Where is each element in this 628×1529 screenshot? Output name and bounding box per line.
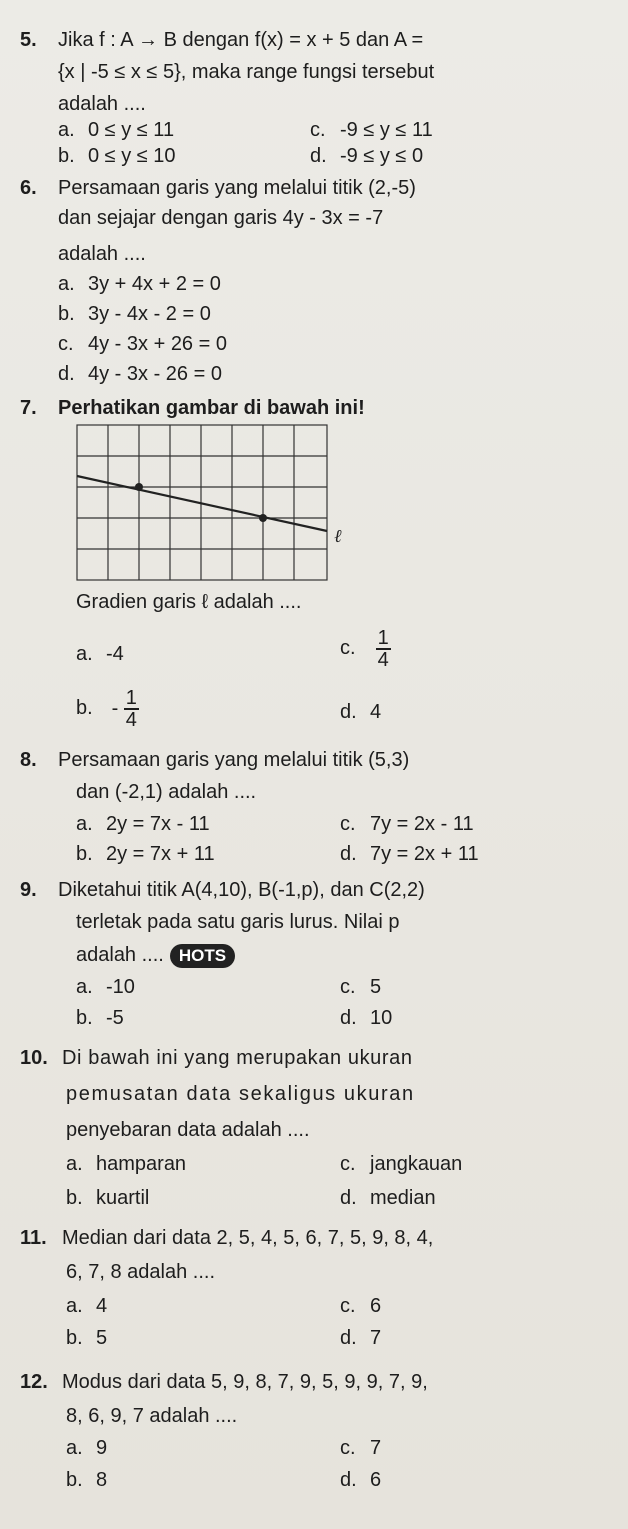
option-letter: c. <box>340 1153 356 1175</box>
question-text: dan sejajar dengan garis 4y - 3x = -7 <box>58 207 384 229</box>
fraction <box>376 628 391 670</box>
option-c[interactable] <box>340 628 391 670</box>
option-text: 10 <box>370 1007 393 1029</box>
option-text: 6 <box>370 1295 382 1317</box>
option-d[interactable] <box>340 1468 381 1492</box>
option-text: -5 <box>106 1007 124 1029</box>
option-text: 0 ≤ y ≤ 11 <box>88 119 175 141</box>
option-text: 4 <box>96 1295 108 1317</box>
option-text: jangkauan <box>370 1153 463 1175</box>
option-text: 4 <box>370 701 382 723</box>
option-letter: c. <box>340 813 356 835</box>
question-line <box>76 943 235 968</box>
option-text: hamparan <box>96 1153 187 1175</box>
option-letter: d. <box>340 701 357 723</box>
option-letter: a. <box>76 813 93 835</box>
option-a[interactable] <box>58 272 221 296</box>
option-letter: a. <box>76 976 93 998</box>
line-l <box>77 476 327 531</box>
option-text: -9 ≤ y ≤ 0 <box>340 145 424 167</box>
question-text: dan (-2,1) adalah .... <box>76 781 257 803</box>
question-text: Gradien garis ℓ adalah .... <box>76 591 302 613</box>
option-c[interactable] <box>310 118 433 142</box>
option-text: 7 <box>370 1327 382 1349</box>
question-text: Diketahui titik A(4,10), B(-1,p), dan C(2,2) <box>58 879 425 901</box>
question-number: 7. <box>20 397 37 419</box>
option-b[interactable] <box>76 688 139 730</box>
question-text: penyebaran data adalah .... <box>66 1119 310 1141</box>
option-letter: d. <box>340 1007 357 1029</box>
option-text: 5 <box>370 976 382 998</box>
point-2 <box>259 514 267 522</box>
option-a[interactable] <box>66 1294 107 1318</box>
option-text: -10 <box>106 976 135 998</box>
option-c[interactable] <box>340 1436 381 1460</box>
option-b[interactable] <box>76 842 215 866</box>
question-number: 9. <box>20 879 37 901</box>
option-letter: a. <box>58 119 75 141</box>
option-letter: c. <box>58 333 74 355</box>
option-letter: a. <box>66 1295 83 1317</box>
option-letter: b. <box>66 1187 83 1209</box>
option-letter: a. <box>76 643 93 665</box>
question-text: Persamaan garis yang melalui titik (2,-5) <box>58 177 416 199</box>
option-letter: a. <box>66 1153 83 1175</box>
line-label: ℓ <box>334 526 342 546</box>
option-b[interactable] <box>58 144 176 168</box>
option-text: median <box>370 1187 436 1209</box>
option-a[interactable] <box>76 975 135 999</box>
option-b[interactable] <box>66 1186 149 1210</box>
question-text: Perhatikan gambar di bawah ini! <box>58 397 365 419</box>
fraction-denominator: 4 <box>125 709 137 731</box>
option-d[interactable] <box>340 1186 436 1210</box>
option-letter: b. <box>76 843 93 865</box>
option-letter: d. <box>340 1187 357 1209</box>
hots-badge: HOTS <box>170 944 235 968</box>
option-letter: b. <box>58 303 75 325</box>
option-d[interactable] <box>310 144 423 168</box>
option-text: 7 <box>370 1437 382 1459</box>
option-text: 5 <box>96 1327 108 1349</box>
question-number: 11. <box>20 1227 47 1249</box>
option-letter: d. <box>58 363 75 385</box>
option-letter: c. <box>340 1437 356 1459</box>
point-1 <box>135 483 143 491</box>
option-letter: b. <box>58 145 75 167</box>
fraction-denominator: 4 <box>377 649 389 671</box>
question-number: 12. <box>20 1371 48 1393</box>
option-letter: d. <box>310 145 327 167</box>
option-c[interactable] <box>340 975 381 999</box>
option-letter: a. <box>66 1437 83 1459</box>
option-d[interactable] <box>340 842 479 866</box>
question-number: 6. <box>20 177 37 199</box>
option-a[interactable] <box>76 812 210 836</box>
question-number: 5. <box>20 29 37 51</box>
option-d[interactable] <box>340 1326 381 1350</box>
option-text: 2y = 7x + 11 <box>106 843 215 865</box>
question-text: 6, 7, 8 adalah .... <box>66 1261 215 1283</box>
option-b[interactable] <box>58 302 211 326</box>
question-text: 8, 6, 9, 7 adalah .... <box>66 1405 238 1427</box>
option-letter: b. <box>76 697 93 720</box>
option-text: 7y = 2x - 11 <box>370 813 474 835</box>
option-d[interactable] <box>340 700 381 724</box>
fraction-numerator: 1 <box>377 627 389 649</box>
question-text: adalah .... <box>76 944 164 966</box>
fraction-sign: - <box>111 697 119 720</box>
question-text: adalah .... <box>58 93 146 115</box>
option-d[interactable] <box>340 1006 392 1030</box>
option-b[interactable] <box>76 1006 124 1030</box>
option-letter: b. <box>66 1469 83 1491</box>
option-letter: c. <box>310 119 326 141</box>
option-text: 0 ≤ y ≤ 10 <box>88 145 176 167</box>
question-text: adalah .... <box>58 243 146 265</box>
option-a[interactable] <box>76 642 124 666</box>
option-c[interactable] <box>58 332 227 356</box>
option-a[interactable] <box>58 118 174 142</box>
option-letter: a. <box>58 273 75 295</box>
fraction-numerator: 1 <box>125 687 137 709</box>
option-text: kuartil <box>96 1187 150 1209</box>
question-text: {x | -5 ≤ x ≤ 5}, maka range fungsi tersebut <box>58 61 435 83</box>
question-text: terletak pada satu garis lurus. Nilai p <box>76 911 400 933</box>
option-text: -9 ≤ y ≤ 11 <box>340 119 433 141</box>
option-letter: c. <box>340 1295 356 1317</box>
option-letter: c. <box>340 976 356 998</box>
option-text: 4y - 3x + 26 = 0 <box>88 333 227 355</box>
question-text: pemusatan data sekaligus ukuran <box>66 1083 415 1105</box>
question-text: Jika f : A → B dengan f(x) = x + 5 dan A = <box>58 29 424 51</box>
option-text: 6 <box>370 1469 382 1491</box>
fraction <box>124 688 139 730</box>
option-letter: b. <box>76 1007 93 1029</box>
option-d[interactable] <box>58 362 222 386</box>
question-number: 8. <box>20 749 37 771</box>
option-c[interactable] <box>340 1294 381 1318</box>
option-c[interactable] <box>340 812 474 836</box>
question-text: Di bawah ini yang merupakan ukuran <box>62 1047 413 1069</box>
question-text: Median dari data 2, 5, 4, 5, 6, 7, 5, 9, 8, 4, <box>62 1227 434 1249</box>
option-text: 3y + 4x + 2 = 0 <box>88 273 221 295</box>
option-text: 3y - 4x - 2 = 0 <box>88 303 211 325</box>
grid-figure <box>76 424 356 584</box>
question-text: Modus dari data 5, 9, 8, 7, 9, 5, 9, 9, 7, 9, <box>62 1371 428 1393</box>
option-letter: b. <box>66 1327 83 1349</box>
question-text: Persamaan garis yang melalui titik (5,3) <box>58 749 410 771</box>
option-text: 9 <box>96 1437 108 1459</box>
option-text: 8 <box>96 1469 108 1491</box>
option-b[interactable] <box>66 1326 107 1350</box>
option-b[interactable] <box>66 1468 107 1492</box>
option-text: 4y - 3x - 26 = 0 <box>88 363 222 385</box>
option-text: 2y = 7x - 11 <box>106 813 210 835</box>
option-text: -4 <box>106 643 124 665</box>
option-letter: d. <box>340 1469 357 1491</box>
question-number: 10. <box>20 1047 48 1069</box>
option-c[interactable] <box>340 1152 462 1176</box>
option-text: 7y = 2x + 11 <box>370 843 479 865</box>
option-letter: d. <box>340 1327 357 1349</box>
option-a[interactable] <box>66 1436 107 1460</box>
option-letter: d. <box>340 843 357 865</box>
option-a[interactable] <box>66 1152 186 1176</box>
option-letter: c. <box>340 637 356 660</box>
